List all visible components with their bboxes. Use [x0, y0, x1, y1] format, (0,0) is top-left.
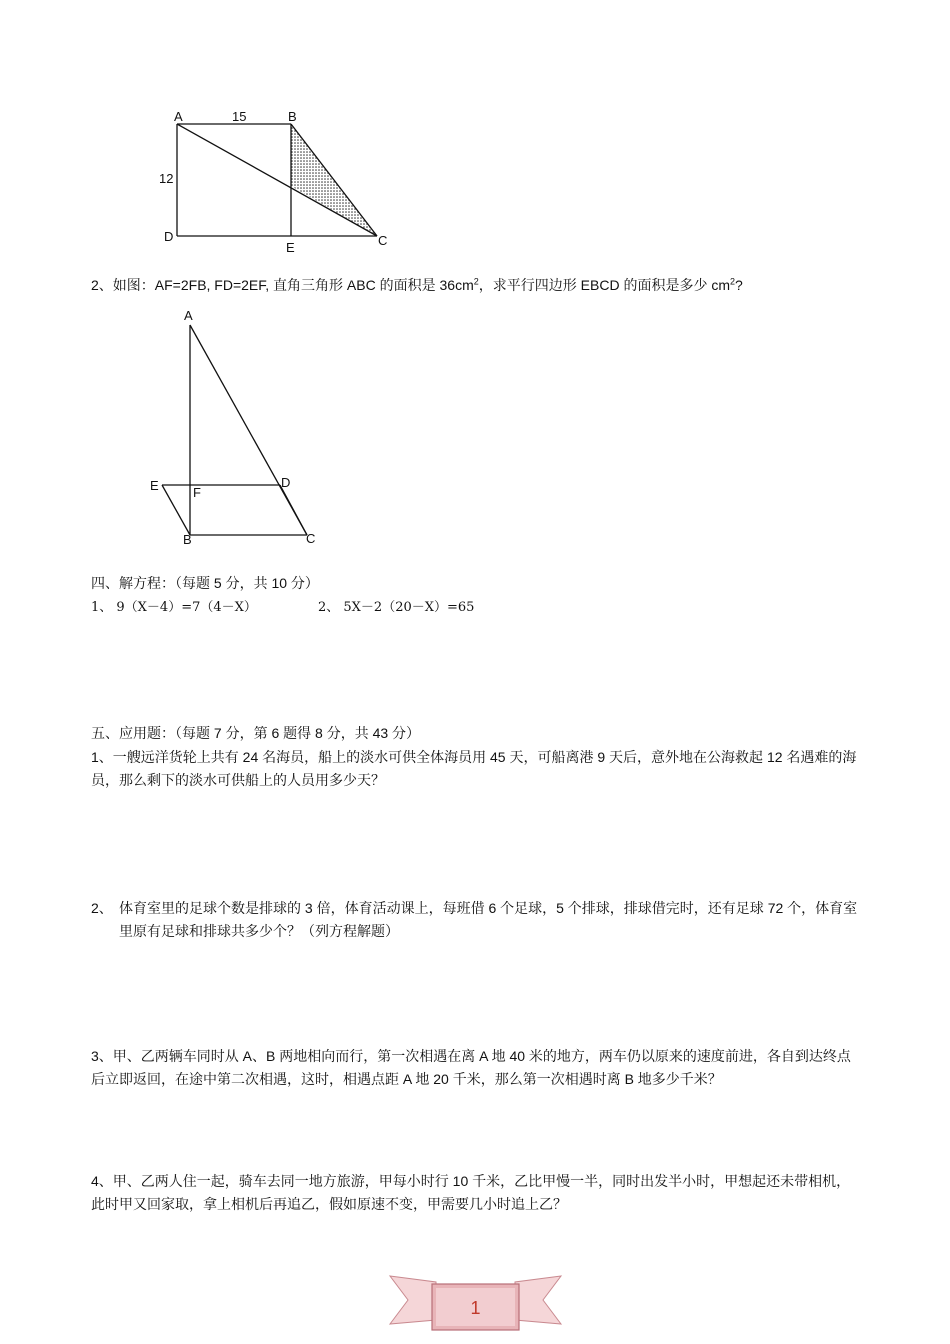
label-b: B — [288, 109, 297, 124]
q2-sup-2: 2 — [730, 276, 736, 287]
page-number: 1 — [470, 1298, 481, 1318]
section-5-heading: 五、应用题：（每题 7 分，第 6 题得 8 分，共 43 分） — [91, 725, 421, 741]
ribbon-right-tail — [515, 1276, 561, 1324]
q2-text-c: ? — [735, 277, 743, 293]
line-dc2 — [280, 485, 307, 535]
label-d: D — [164, 229, 174, 244]
label-f2: F — [193, 485, 201, 500]
figure-rectangle-triangle — [150, 100, 400, 260]
ribbon-left-tail — [390, 1276, 436, 1324]
problem-2-text: 体育室里的足球个数是排球的 3 倍，体育活动课上，每班借 6 个足球，5 个排球，排球借完时，还有足球 72 个，体育室里原有足球和排球共多少个？（列方程解题） — [119, 900, 858, 939]
q2-text-a: 2、如图：AF=2FB, FD=2EF, 直角三角形 ABC 的面积是 36cm — [91, 277, 474, 293]
label-a2: A — [184, 308, 193, 323]
label-a: A — [174, 109, 183, 124]
line-ac — [177, 124, 377, 236]
equation-2: 2、 5X－2（20－X）=65 — [318, 600, 475, 615]
label-side-12: 12 — [159, 171, 174, 186]
question-2 — [91, 274, 743, 296]
label-c2: C — [306, 531, 316, 546]
label-c: C — [378, 233, 388, 248]
problem-1: 1、一艘远洋货轮上共有 24 名海员，船上的淡水可供全体海员用 45 天，可船离港 9 天后，意外地在公海救起 12 名遇难的海员，那么剩下的淡水可供船上的人员用多少天？ — [91, 749, 857, 788]
line-eb — [162, 485, 190, 535]
section-4-heading: 四、解方程：（每题 5 分，共 10 分） — [91, 575, 319, 591]
label-e: E — [286, 240, 295, 255]
page-number-ribbon — [388, 1270, 563, 1336]
problem-2-number: 2、 — [91, 900, 113, 916]
problem-2 — [91, 897, 861, 943]
figure-triangle-parallelogram — [140, 300, 340, 550]
label-e2: E — [150, 478, 159, 493]
equation-1: 1、 9（X－4）=7（4－X） — [91, 600, 257, 615]
label-b2: B — [183, 532, 192, 547]
label-d2: D — [281, 475, 291, 490]
problem-3: 3、甲、乙两辆车同时从 A、B 两地相向而行，第一次相遇在离 A 地 40 米的地方，两车仍以原来的速度前进，各自到达终点后立即返回，在途中第二次相遇，这时，相遇点距 A 地 20 千米，那么第一次相遇时离 B 地多少千米？ — [91, 1048, 851, 1087]
problem-4: 4、甲、乙两人住一起，骑车去同一地方旅游，甲每小时行 10 千米，乙比甲慢一半，同时出发半小时，甲想起还未带相机，此时甲又回家取，拿上相机后再追乙，假如原速不变，甲需要几小时追上乙？ — [91, 1173, 851, 1212]
label-top-15: 15 — [232, 109, 247, 124]
q2-text-b: ，求平行四边形 EBCD 的面积是多少 cm — [478, 277, 730, 293]
q2-sup-1: 2 — [473, 276, 479, 287]
